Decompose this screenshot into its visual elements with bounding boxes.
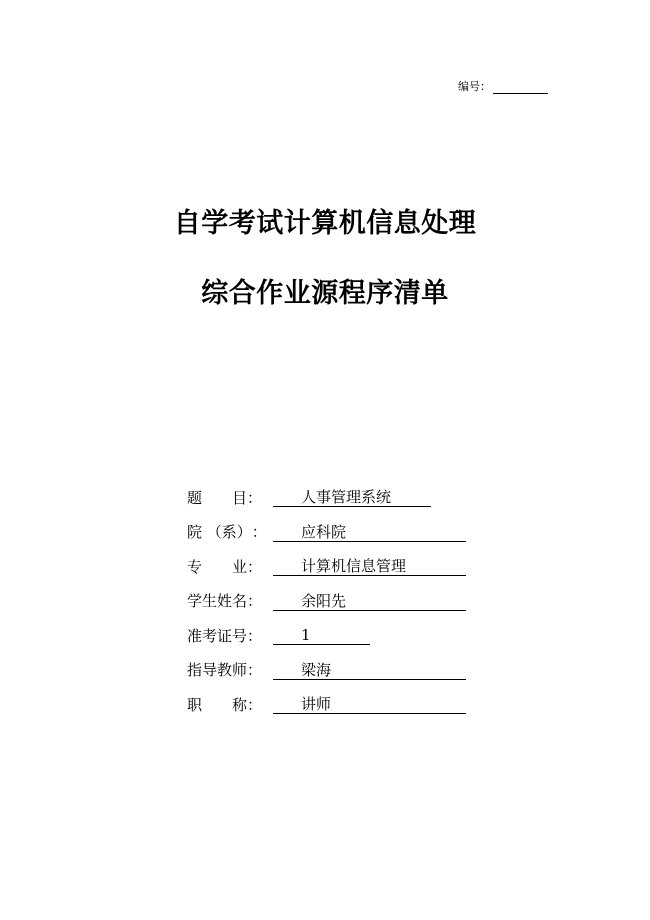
field-advisor xyxy=(187,653,477,688)
document-title-line1: 自学考试计算机信息处理 xyxy=(173,208,477,239)
field-major xyxy=(187,549,477,584)
info-form xyxy=(187,480,477,722)
field-major-value: 计算机信息管理 xyxy=(273,556,466,576)
field-title-label: 职 称 ： xyxy=(187,695,263,714)
field-title-value: 讲师 xyxy=(273,694,466,714)
field-exam-id-label: 准考证号 ： xyxy=(187,626,263,645)
field-student-name-label: 学生姓名 ： xyxy=(187,592,263,611)
field-topic-value: 人事管理系统 xyxy=(273,487,431,507)
serial-number-blank xyxy=(493,80,548,94)
field-exam-id-value: 1 xyxy=(273,625,370,645)
field-topic xyxy=(187,480,477,515)
field-advisor-value: 梁海 xyxy=(273,660,466,680)
serial-number-label: 编号： xyxy=(458,80,491,93)
field-topic-label: 题 目 ： xyxy=(187,488,263,507)
field-student-name xyxy=(187,584,477,619)
field-title xyxy=(187,687,477,722)
field-advisor-label: 指导教师 ： xyxy=(187,661,263,680)
serial-number xyxy=(458,80,548,94)
field-department-label: 院 （系） ： xyxy=(187,523,267,542)
field-major-label: 专 业 ： xyxy=(187,557,263,576)
field-student-name-value: 余阳先 xyxy=(273,591,466,611)
document-title-line2: 综合作业源程序清单 xyxy=(201,278,449,309)
field-department xyxy=(187,515,477,550)
field-exam-id xyxy=(187,618,477,653)
field-department-value: 应科院 xyxy=(273,522,466,542)
